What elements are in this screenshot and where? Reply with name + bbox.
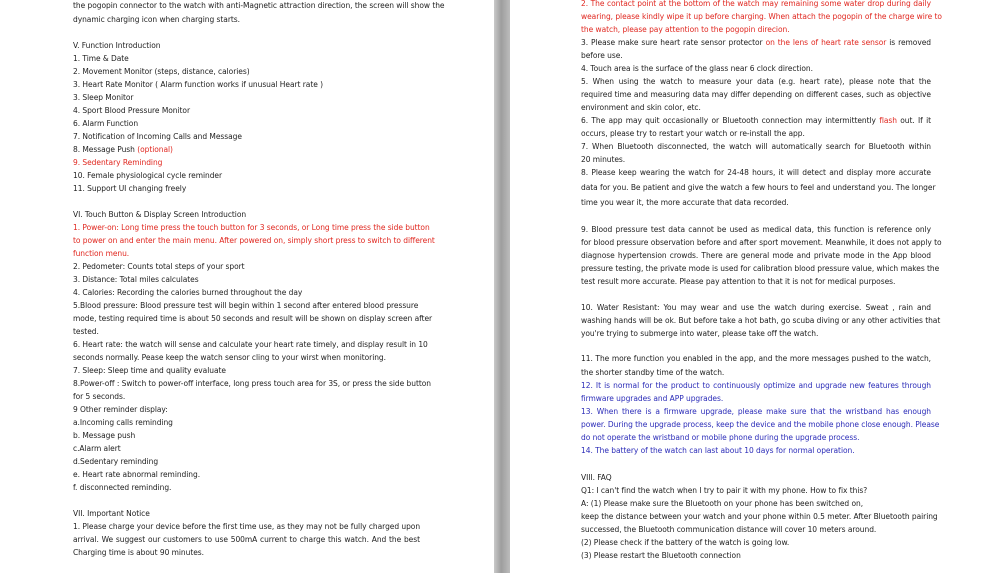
text-line — [581, 38, 931, 48]
text-line: successed, the Bluetooth communication distance will cover 10 meters around. — [581, 525, 877, 534]
text-line: arrival. We suggest our customers to use 500mA current to charge this watch. And the best — [73, 535, 420, 544]
text-line: 8.Power-off : Switch to power-off interface, long press touch area for 3S, or press the side button — [73, 379, 431, 388]
text-line: you're trying to submerge into water, please take off the watch. — [581, 329, 819, 338]
text-line: 2. The contact point at the bottom of the watch may remaining some water drop during daily — [581, 0, 931, 8]
text-line: 4. Calories: Recording the calories burned throughout the day — [73, 288, 303, 297]
text-line: the pogopin connector to the watch with anti-Magnetic attraction direction, the screen will show the — [73, 1, 445, 10]
right-page — [510, 0, 1000, 573]
text-line: tested. — [73, 327, 99, 336]
text-line: 3. Sleep Monitor — [73, 93, 134, 102]
text-line: required time and measuring data may differ depending on different cases, such as objective — [581, 90, 931, 99]
text-line: 7. When Bluetooth disconnected, the watch will automatically search for Bluetooth within — [581, 142, 931, 151]
text-line: for 5 seconds. — [73, 392, 126, 401]
text-line: pressure testing, the private mode is used for calibration blood pressure value, which makes the — [581, 264, 940, 273]
text-line: 11. Support UI changing freely — [73, 184, 187, 193]
text-line: 13. When there is a firmware upgrade, please make sure that the wristband has enough — [581, 407, 931, 416]
text-line: 20 minutes. — [581, 155, 626, 164]
text-line: (2) Please check if the battery of the watch is going low. — [581, 538, 790, 547]
text-line: for blood pressure observation before and after sport movement. Meanwhile, it does not apply to — [581, 238, 942, 247]
text-line: 3. Distance: Total miles calculates — [73, 275, 199, 284]
text-line: 1. Time & Date — [73, 54, 129, 63]
text-segment: on the lens of heart rate sensor — [765, 38, 887, 47]
text-line: washing hands will be ok. But before take a hot bath, go scuba diving or any other activities that — [581, 316, 941, 325]
text-line: 4. Sport Blood Pressure Monitor — [73, 106, 190, 115]
text-line: c.Alarm alert — [73, 444, 121, 453]
text-line: mode, testing required time is about 50 seconds and result will be shown on display screen after — [73, 314, 433, 323]
left-page — [0, 0, 494, 573]
text-line: 1. Power-on: Long time press the touch button for 3 seconds, or Long time press the side button — [73, 223, 430, 232]
text-line: power. During the upgrade process, keep the device and the mobile phone close enough. Please — [581, 420, 940, 429]
text-line: dynamic charging icon when charging starts. — [73, 15, 240, 24]
text-line: e. Heart rate abnormal reminding. — [73, 470, 201, 479]
text-line: A: (1) Please make sure the Bluetooth on your phone has been switched on, — [581, 499, 864, 508]
text-line: b. Message push — [73, 431, 136, 440]
text-line: to power on and enter the main menu. After powered on, simply short press to switch to different — [73, 236, 435, 245]
text-line: (3) Please restart the Bluetooth connection — [581, 551, 741, 560]
text-line: 7. Sleep: Sleep time and quality evaluate — [73, 366, 226, 375]
text-line: time you wear it, the more accurate that data recorded. — [581, 198, 789, 207]
text-segment: flash — [879, 116, 897, 125]
text-segment: out. If it — [896, 116, 931, 125]
text-segment: 3. Please make sure heart rate sensor protector — [581, 38, 766, 47]
text-line: do not operate the wristband or mobile phone during the upgrade process. — [581, 433, 860, 442]
text-line: environment and skin color, etc. — [581, 103, 701, 112]
text-segment: is removed — [886, 38, 932, 47]
text-line: wearing, please kindly wipe it up before charging. When attach the pogopin of the charge wire to — [581, 12, 942, 21]
text-line: 5. When using the watch to measure your data (e.g. heart rate), please note that the — [581, 77, 931, 86]
text-line: 6. Alarm Function — [73, 119, 139, 128]
text-line: 12. It is normal for the product to continuously optimize and upgrade new features through — [581, 381, 931, 390]
text-line: 4. Touch area is the surface of the glass near 6 clock direction. — [581, 64, 813, 73]
text-line — [73, 145, 173, 155]
text-line: a.Incoming calls reminding — [73, 418, 173, 427]
text-line: 2. Pedometer: Counts total steps of your sport — [73, 262, 245, 271]
text-line: 2. Movement Monitor (steps, distance, calories) — [73, 67, 250, 76]
text-line: 3. Heart Rate Monitor ( Alarm function works if unusual Heart rate ) — [73, 80, 323, 89]
text-line: function menu. — [73, 249, 130, 258]
text-line: seconds normally. Pease keep the watch sensor cling to your wirst when monitoring. — [73, 353, 386, 362]
text-line: before use. — [581, 51, 623, 60]
text-line: occurs, please try to restart your watch or re-install the app. — [581, 129, 805, 138]
text-line: VII. Important Notice — [73, 509, 150, 518]
text-segment: 6. The app may quit occasionally or Bluetooth connection may intermittently — [581, 116, 880, 125]
text-line: 11. The more function you enabled in the app, and the more messages pushed to the watch, — [581, 354, 931, 363]
text-segment: 8. Message Push — [73, 145, 138, 154]
text-line: d.Sedentary reminding — [73, 457, 159, 466]
text-line: firmware upgrades and APP upgrades. — [581, 394, 724, 403]
text-line: 9. Blood pressure test data cannot be used as medical data, this function is reference only — [581, 225, 931, 234]
text-line: the shorter standby time of the watch. — [581, 368, 725, 377]
text-line: 6. Heart rate: the watch will sense and calculate your heart rate timely, and display result in 10 — [73, 340, 428, 349]
text-line: 8. Please keep wearing the watch for 24-48 hours, it will detect and display more accurate — [581, 168, 931, 177]
text-line — [581, 116, 931, 126]
text-line: f. disconnected reminding. — [73, 483, 172, 492]
text-line: V. Function Introduction — [73, 41, 161, 50]
text-line: 9. Sedentary Reminding — [73, 158, 163, 167]
text-line: Charging time is about 90 minutes. — [73, 548, 204, 557]
text-line: test result more accurate. Please pay attention to that it is not for medical purposes. — [581, 277, 896, 286]
text-line: diagnose hypertension crowds. There are general mode and private mode in the App blood — [581, 251, 931, 260]
text-line: 7. Notification of Incoming Calls and Message — [73, 132, 242, 141]
text-line: Q1: I can't find the watch when I try to pair it with my phone. How to fix this? — [581, 486, 868, 495]
text-line: data for you. Be patient and give the watch a few hours to feel and understand you. The longer — [581, 183, 936, 192]
page-gutter — [494, 0, 510, 573]
text-line: keep the distance between your watch and your phone within 0.5 meter. After Bluetooth pairing — [581, 512, 938, 521]
text-line: 10. Female physiological cycle reminder — [73, 171, 223, 180]
text-line: 9 Other reminder display: — [73, 405, 168, 414]
text-line: 14. The battery of the watch can last about 10 days for normal operation. — [581, 446, 855, 455]
text-line: 10. Water Resistant: You may wear and use the watch during exercise. Sweat , rain and — [581, 303, 931, 312]
text-line: VI. Touch Button & Display Screen Introduction — [73, 210, 247, 219]
text-line: 5.Blood pressure: Blood pressure test will begin within 1 second after entered blood pressure — [73, 301, 419, 310]
text-line: the watch, please pay attention to the pogopin direcion. — [581, 25, 790, 34]
text-line: 1. Please charge your device before the first time use, as they may not be fully charged upon — [73, 522, 421, 531]
text-segment: (optional) — [137, 145, 173, 154]
text-line: VIII. FAQ — [581, 473, 612, 482]
